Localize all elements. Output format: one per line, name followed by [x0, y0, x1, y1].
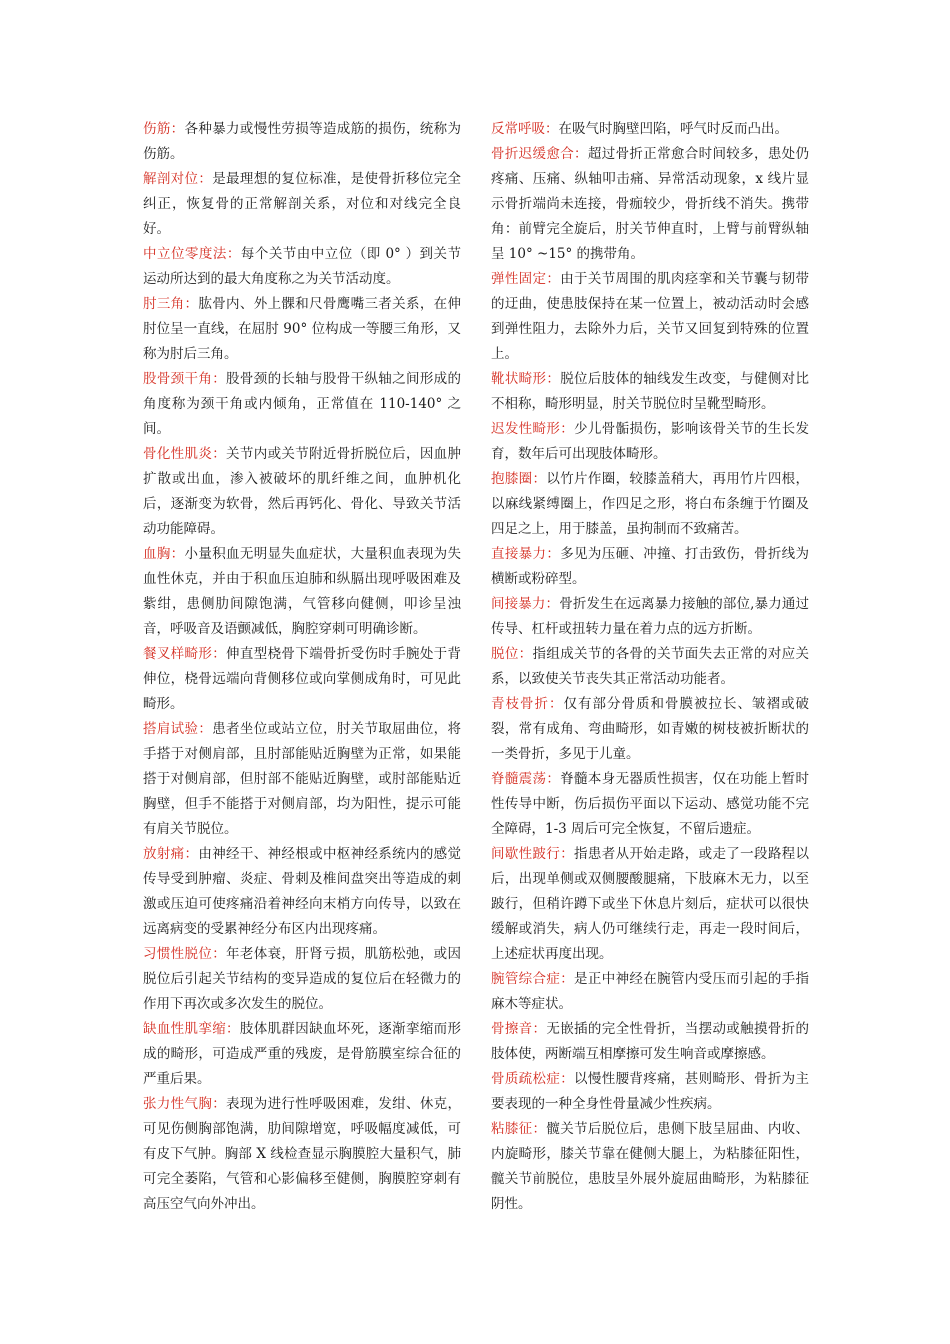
glossary-definition: 每个关节由中立位（即 0° ）到关节运动所达到的最大角度称之为关节活动度。: [143, 246, 462, 287]
glossary-term: 股骨颈干角：: [143, 371, 227, 387]
glossary-definition: 骨折发生在远离暴力接触的部位,暴力通过传导、杠杆或扭转力量在着力点的远方折断。: [491, 596, 810, 637]
glossary-term: 骨折迟缓愈合：: [491, 146, 588, 162]
glossary-term: 反常呼吸：: [491, 121, 559, 137]
glossary-definition: 小量积血无明显失血症状，大量积血表现为失血性休克，并由于积血压迫肺和纵膈出现呼吸困难及紫绀，患侧肋间隙饱满，气管移向健侧，叩诊呈浊音，呼吸音及语颤减低，胸腔穿刺可明确诊断。: [143, 546, 462, 637]
glossary-entry: [143, 442, 461, 542]
glossary-entry: [143, 717, 461, 842]
glossary-definition: 超过骨折正常愈合时间较多，患处仍疼痛、压痛、纵轴叩击痛、异常活动现象，x 线片显示骨折端尚未连接，骨痂较少，骨折线不消失。携带角：前臂完全旋后，肘关节伸直时，上臂与前臂纵轴呈 10° ~15° 的携带角。: [491, 146, 810, 262]
glossary-term: 餐叉样畸形：: [143, 646, 227, 662]
glossary-entry: [143, 542, 461, 642]
glossary-term: 直接暴力：: [491, 546, 561, 562]
glossary-definition: 指组成关节的各骨的关节面失去正常的对应关系，以致使关节丧失其正常活动功能者。: [491, 646, 810, 687]
glossary-entry: [491, 542, 809, 592]
glossary-definition: 无嵌插的完全性骨折，当摆动或触摸骨折的肢体使，两断端互相摩擦可发生响音或摩擦感。: [491, 1021, 810, 1062]
glossary-definition: 以慢性腰背疼痛，甚则畸形、骨折为主要表现的一种全身性骨量减少性疾病。: [491, 1071, 810, 1112]
glossary-term: 骨质疏松症：: [491, 1071, 575, 1087]
glossary-definition: 肱骨内、外上髁和尺骨鹰嘴三者关系，在伸肘位呈一直线，在屈肘 90° 位构成一等腰三角形，又称为肘后三角。: [143, 296, 462, 362]
glossary-entry: [491, 1067, 809, 1117]
glossary-definition: 是最理想的复位标准，是使骨折移位完全纠正，恢复骨的正常解剖关系，对位和对线完全良好。: [143, 171, 462, 237]
glossary-entry: [143, 117, 461, 167]
glossary-term: 间接暴力：: [491, 596, 560, 612]
glossary-term: 间歇性跛行：: [491, 846, 575, 862]
glossary-definition: 年老体衰，肝肾亏损，肌筋松弛，或因脱位后引起关节结构的变异造成的复位后在轻微力的作用下再次或多次发生的脱位。: [143, 946, 462, 1012]
glossary-term: 伤筋：: [143, 121, 185, 137]
glossary-definition: 伸直型桡骨下端骨折受伤时手腕处于背伸位，桡骨远端向背侧移位或向掌侧成角时，可见此畸形。: [143, 646, 462, 712]
glossary-term: 抱膝圈：: [491, 471, 547, 487]
glossary-entry: [491, 117, 809, 142]
glossary-term: 血胸：: [143, 546, 185, 562]
glossary-definition: 脊髓本身无器质性损害，仅在功能上暂时性传导中断，伤后损伤平面以下运动、感觉功能不完全障碍，1-3 周后可完全恢复，不留后遗症。: [491, 771, 810, 837]
glossary-definition: 患者坐位或站立位，肘关节取屈曲位，将手搭于对侧肩部，且肘部能贴近胸壁为正常，如果能搭于对侧肩部，但肘部不能贴近胸壁，或肘部能贴近胸壁，但手不能搭于对侧肩部，均为阳性，提示可能有肩关节脱位。: [143, 721, 462, 837]
glossary-term: 青枝骨折：: [491, 696, 564, 712]
glossary-entry: [491, 142, 809, 267]
glossary-term: 缺血性肌挛缩：: [143, 1021, 240, 1037]
glossary-definition: 少儿骨骺损伤，影响该骨关节的生长发育，数年后可出现肢体畸形。: [491, 421, 810, 462]
glossary-term: 脱位：: [491, 646, 533, 662]
glossary-entry: [491, 692, 809, 767]
glossary-definition: 指患者从开始走路，或走了一段路程以后，出现单侧或双侧腰酸腿痛，下肢麻木无力，以至跛行，但稍许蹲下或坐下休息片刻后，症状可以很快缓解或消失，病人仍可继续行走，再走一段时间后，上述症状再度出现。: [491, 846, 810, 962]
glossary-term: 解剖对位：: [143, 171, 213, 187]
glossary-entry: [143, 242, 461, 292]
glossary-entry: [143, 167, 461, 242]
glossary-definition: 关节内或关节附近骨折脱位后，因血肿扩散或出血，渗入被破坏的肌纤维之间，血肿机化后，逐渐变为软骨，然后再钙化、骨化、导致关节活动功能障碍。: [143, 446, 462, 537]
glossary-entry: [491, 842, 809, 967]
glossary-entry: [491, 467, 809, 542]
glossary-term: 中立位零度法：: [143, 246, 241, 262]
glossary-definition: 由于关节周围的肌肉痉挛和关节囊与韧带的迂曲，使患肢保持在某一位置上，被动活动时会感到弹性阻力，去除外力后，关节又回复到特殊的位置上。: [491, 271, 810, 362]
glossary-term: 肘三角：: [143, 296, 199, 312]
glossary-term: 张力性气胸：: [143, 1096, 227, 1112]
glossary-entry: [491, 967, 809, 1017]
glossary-definition: 由神经干、神经根或中枢神经系统内的感觉传导受到肿瘤、炎症、骨刺及椎间盘突出等造成的刺激或压迫可使疼痛沿着神经向末梢方向传导，以致在远离病变的受累神经分布区内出现疼痛。: [143, 846, 462, 937]
glossary-definition: 在吸气时胸壁凹陷，呼气时反而凸出。: [558, 121, 788, 137]
glossary-definition: 仅有部分骨质和骨膜被拉长、皱褶或破裂，常有成角、弯曲畸形，如青嫩的树枝被折断状的一类骨折，多见于儿童。: [491, 696, 809, 762]
glossary-definition: 脱位后肢体的轴线发生改变，与健侧对比不相称，畸形明显，肘关节脱位时呈靴型畸形。: [491, 371, 810, 412]
glossary-term: 搭肩试验：: [143, 721, 213, 737]
glossary-term: 放射痛：: [143, 846, 199, 862]
left-column: [143, 117, 461, 1217]
glossary-entry: [143, 842, 461, 942]
glossary-definition: 表现为进行性呼吸困难，发绀、休克，可见伤侧胸部饱满，肋间隙增宽，呼吸幅度减低，可有皮下气肿。胸部 X 线检查显示胸膜腔大量积气，肺可完全萎陷，气管和心影偏移至健侧，胸膜腔穿刺有高压空气向外冲出。: [143, 1096, 462, 1212]
glossary-term: 习惯性脱位：: [143, 946, 227, 962]
glossary-definition: 多见为压砸、冲撞、打击致伤，骨折线为横断或粉碎型。: [491, 546, 810, 587]
glossary-term: 迟发性畸形：: [491, 421, 575, 437]
glossary-term: 靴状畸形：: [491, 371, 561, 387]
glossary-entry: [143, 642, 461, 717]
glossary-term: 腕管综合症：: [491, 971, 575, 987]
glossary-entry: [143, 292, 461, 367]
glossary-entry: [491, 367, 809, 417]
glossary-definition: 股骨颈的长轴与股骨干纵轴之间形成的角度称为颈干角或内倾角，正常值在 110-140° 之间。: [143, 371, 462, 437]
glossary-term: 脊髓震荡：: [491, 771, 561, 787]
glossary-definition: 肢体肌群因缺血坏死，逐渐挛缩而形成的畸形，可造成严重的残废，是骨筋膜室综合征的严重后果。: [143, 1021, 462, 1087]
glossary-term: 骨擦音：: [491, 1021, 547, 1037]
glossary-entry: [143, 367, 461, 442]
glossary-entry: [491, 767, 809, 842]
glossary-term: 弹性固定：: [491, 271, 561, 287]
glossary-term: 粘膝征：: [491, 1121, 547, 1137]
glossary-entry: [491, 592, 809, 642]
glossary-definition: 各种暴力或慢性劳损等造成筋的损伤，统称为伤筋。: [143, 121, 462, 162]
glossary-entry: [491, 642, 809, 692]
glossary-entry: [491, 417, 809, 467]
glossary-entry: [143, 1092, 461, 1217]
glossary-definition: 以竹片作圈，较膝盖稍大，再用竹片四根，以麻线紧缚圈上，作四足之形，将白布条缠于竹圈及四足之上，用于膝盖，虽拘制而不致痛苦。: [491, 471, 810, 537]
right-column: [491, 117, 809, 1217]
glossary-definition: 是正中神经在腕管内受压而引起的手指麻木等症状。: [491, 971, 810, 1012]
glossary-entry: [491, 1017, 809, 1067]
glossary-term: 骨化性肌炎：: [143, 446, 227, 462]
glossary-entry: [143, 1017, 461, 1092]
glossary-entry: [491, 1117, 809, 1217]
glossary-definition: 髋关节后脱位后，患侧下肢呈屈曲、内收、内旋畸形，膝关节靠在健侧大腿上，为粘膝征阳性，髋关节前脱位，患肢呈外展外旋屈曲畸形，为粘膝征阴性。: [491, 1121, 810, 1212]
glossary-entry: [491, 267, 809, 367]
glossary-entry: [143, 942, 461, 1017]
